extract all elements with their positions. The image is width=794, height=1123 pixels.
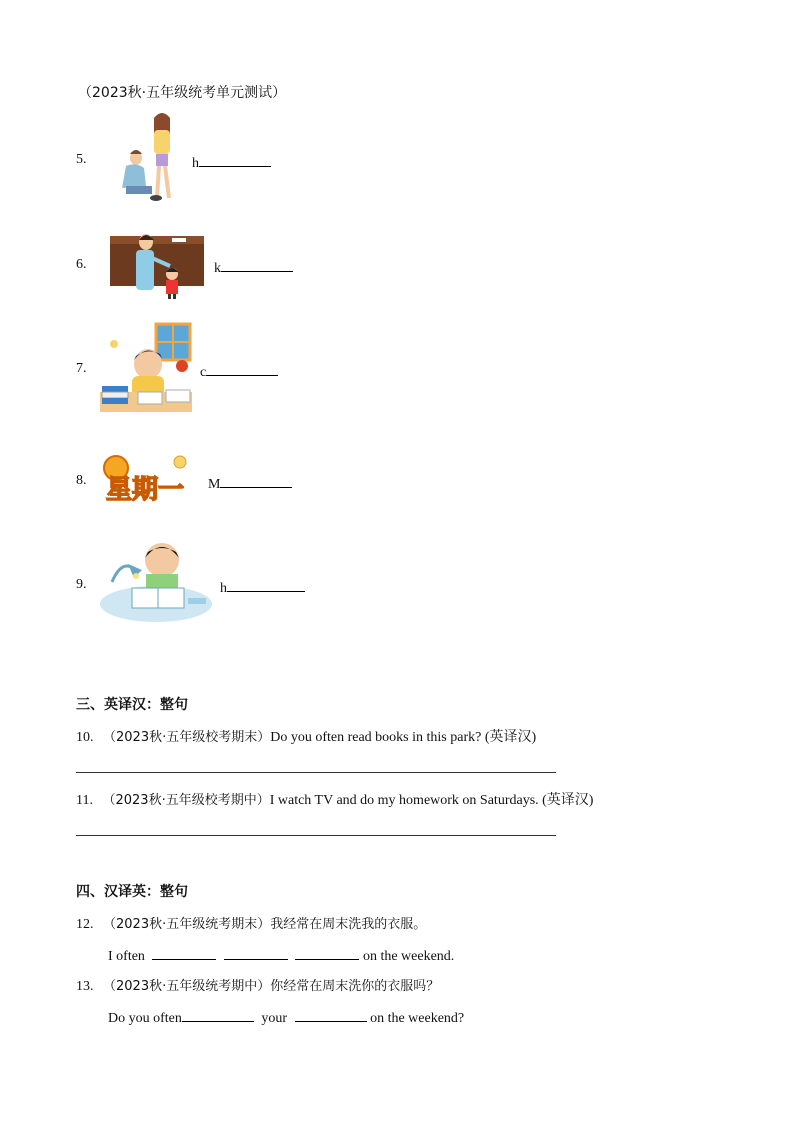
- blank-line[interactable]: [295, 945, 359, 960]
- answer-start: Do you often: [108, 1011, 182, 1026]
- item-number: 9.: [76, 577, 87, 592]
- answer-line[interactable]: [76, 835, 556, 836]
- question-10: [76, 726, 536, 746]
- illustration-monday-sign: [102, 448, 198, 506]
- question-12: [76, 913, 426, 933]
- question-number: 11.: [76, 793, 93, 808]
- item-number: 5.: [76, 152, 87, 167]
- item-number: 7.: [76, 361, 87, 376]
- answer-end: on the weekend?: [370, 1011, 465, 1026]
- answer-field[interactable]: [220, 577, 305, 597]
- question-number: 10.: [76, 730, 94, 745]
- answer-field[interactable]: [214, 257, 293, 277]
- question-text: Do you often read books in this park? (英译汉): [270, 730, 537, 745]
- blank-line[interactable]: [182, 1007, 254, 1022]
- blank-line: [220, 473, 292, 488]
- answer-line[interactable]: [76, 772, 556, 773]
- blank-line: [227, 577, 305, 592]
- answer-field[interactable]: [192, 152, 271, 172]
- monday-sign-text: 星期一: [106, 475, 185, 505]
- question-source: （2023秋·五年级校考期中）: [102, 793, 270, 808]
- question-text: 你经常在周末洗你的衣服吗？: [270, 979, 440, 994]
- item-number: 8.: [76, 473, 87, 488]
- blank-line[interactable]: [224, 945, 288, 960]
- illustration-teacher-student: [108, 230, 206, 300]
- question-11: [76, 789, 593, 809]
- hint-letter: c: [200, 365, 207, 380]
- section-heading: 四、汉译英：整句: [76, 884, 188, 900]
- question-text: 我经常在周末洗我的衣服。: [270, 917, 427, 932]
- blank-line[interactable]: [152, 945, 216, 960]
- question-text: I watch TV and do my homework on Saturdays. (英译汉): [269, 793, 594, 808]
- question-source: （2023秋·五年级统考期中）: [103, 979, 271, 994]
- blank-line: [199, 152, 271, 167]
- answer-field[interactable]: [200, 361, 278, 381]
- question-source: （2023秋·五年级校考期末）: [103, 730, 271, 745]
- answer-end: on the weekend.: [362, 949, 455, 964]
- question-number: 12.: [76, 917, 94, 932]
- hint-letter: M: [208, 477, 221, 492]
- illustration-boy-homework: [98, 540, 216, 624]
- answer-start: I often: [108, 949, 145, 964]
- section-heading: 三、英译汉：整句: [76, 697, 188, 713]
- answer-field[interactable]: [208, 473, 292, 493]
- hint-letter: k: [214, 261, 221, 276]
- blank-line: [206, 361, 278, 376]
- item-number: 6.: [76, 257, 87, 272]
- question-13: [76, 975, 439, 995]
- illustration-boy-writing: [98, 322, 194, 414]
- hint-letter: h: [192, 156, 199, 171]
- blank-line: [221, 257, 293, 272]
- header-note: （2023秋·五年级统考单元测试）: [78, 85, 287, 101]
- question-source: （2023秋·五年级统考期末）: [103, 917, 271, 932]
- question-number: 13.: [76, 979, 94, 994]
- hint-letter: h: [220, 581, 227, 596]
- answer-sentence-12: [108, 945, 454, 965]
- illustration-helping-shoes: [112, 110, 184, 206]
- answer-sentence-13: [108, 1007, 464, 1027]
- blank-line[interactable]: [295, 1007, 367, 1022]
- answer-mid: your: [261, 1011, 288, 1026]
